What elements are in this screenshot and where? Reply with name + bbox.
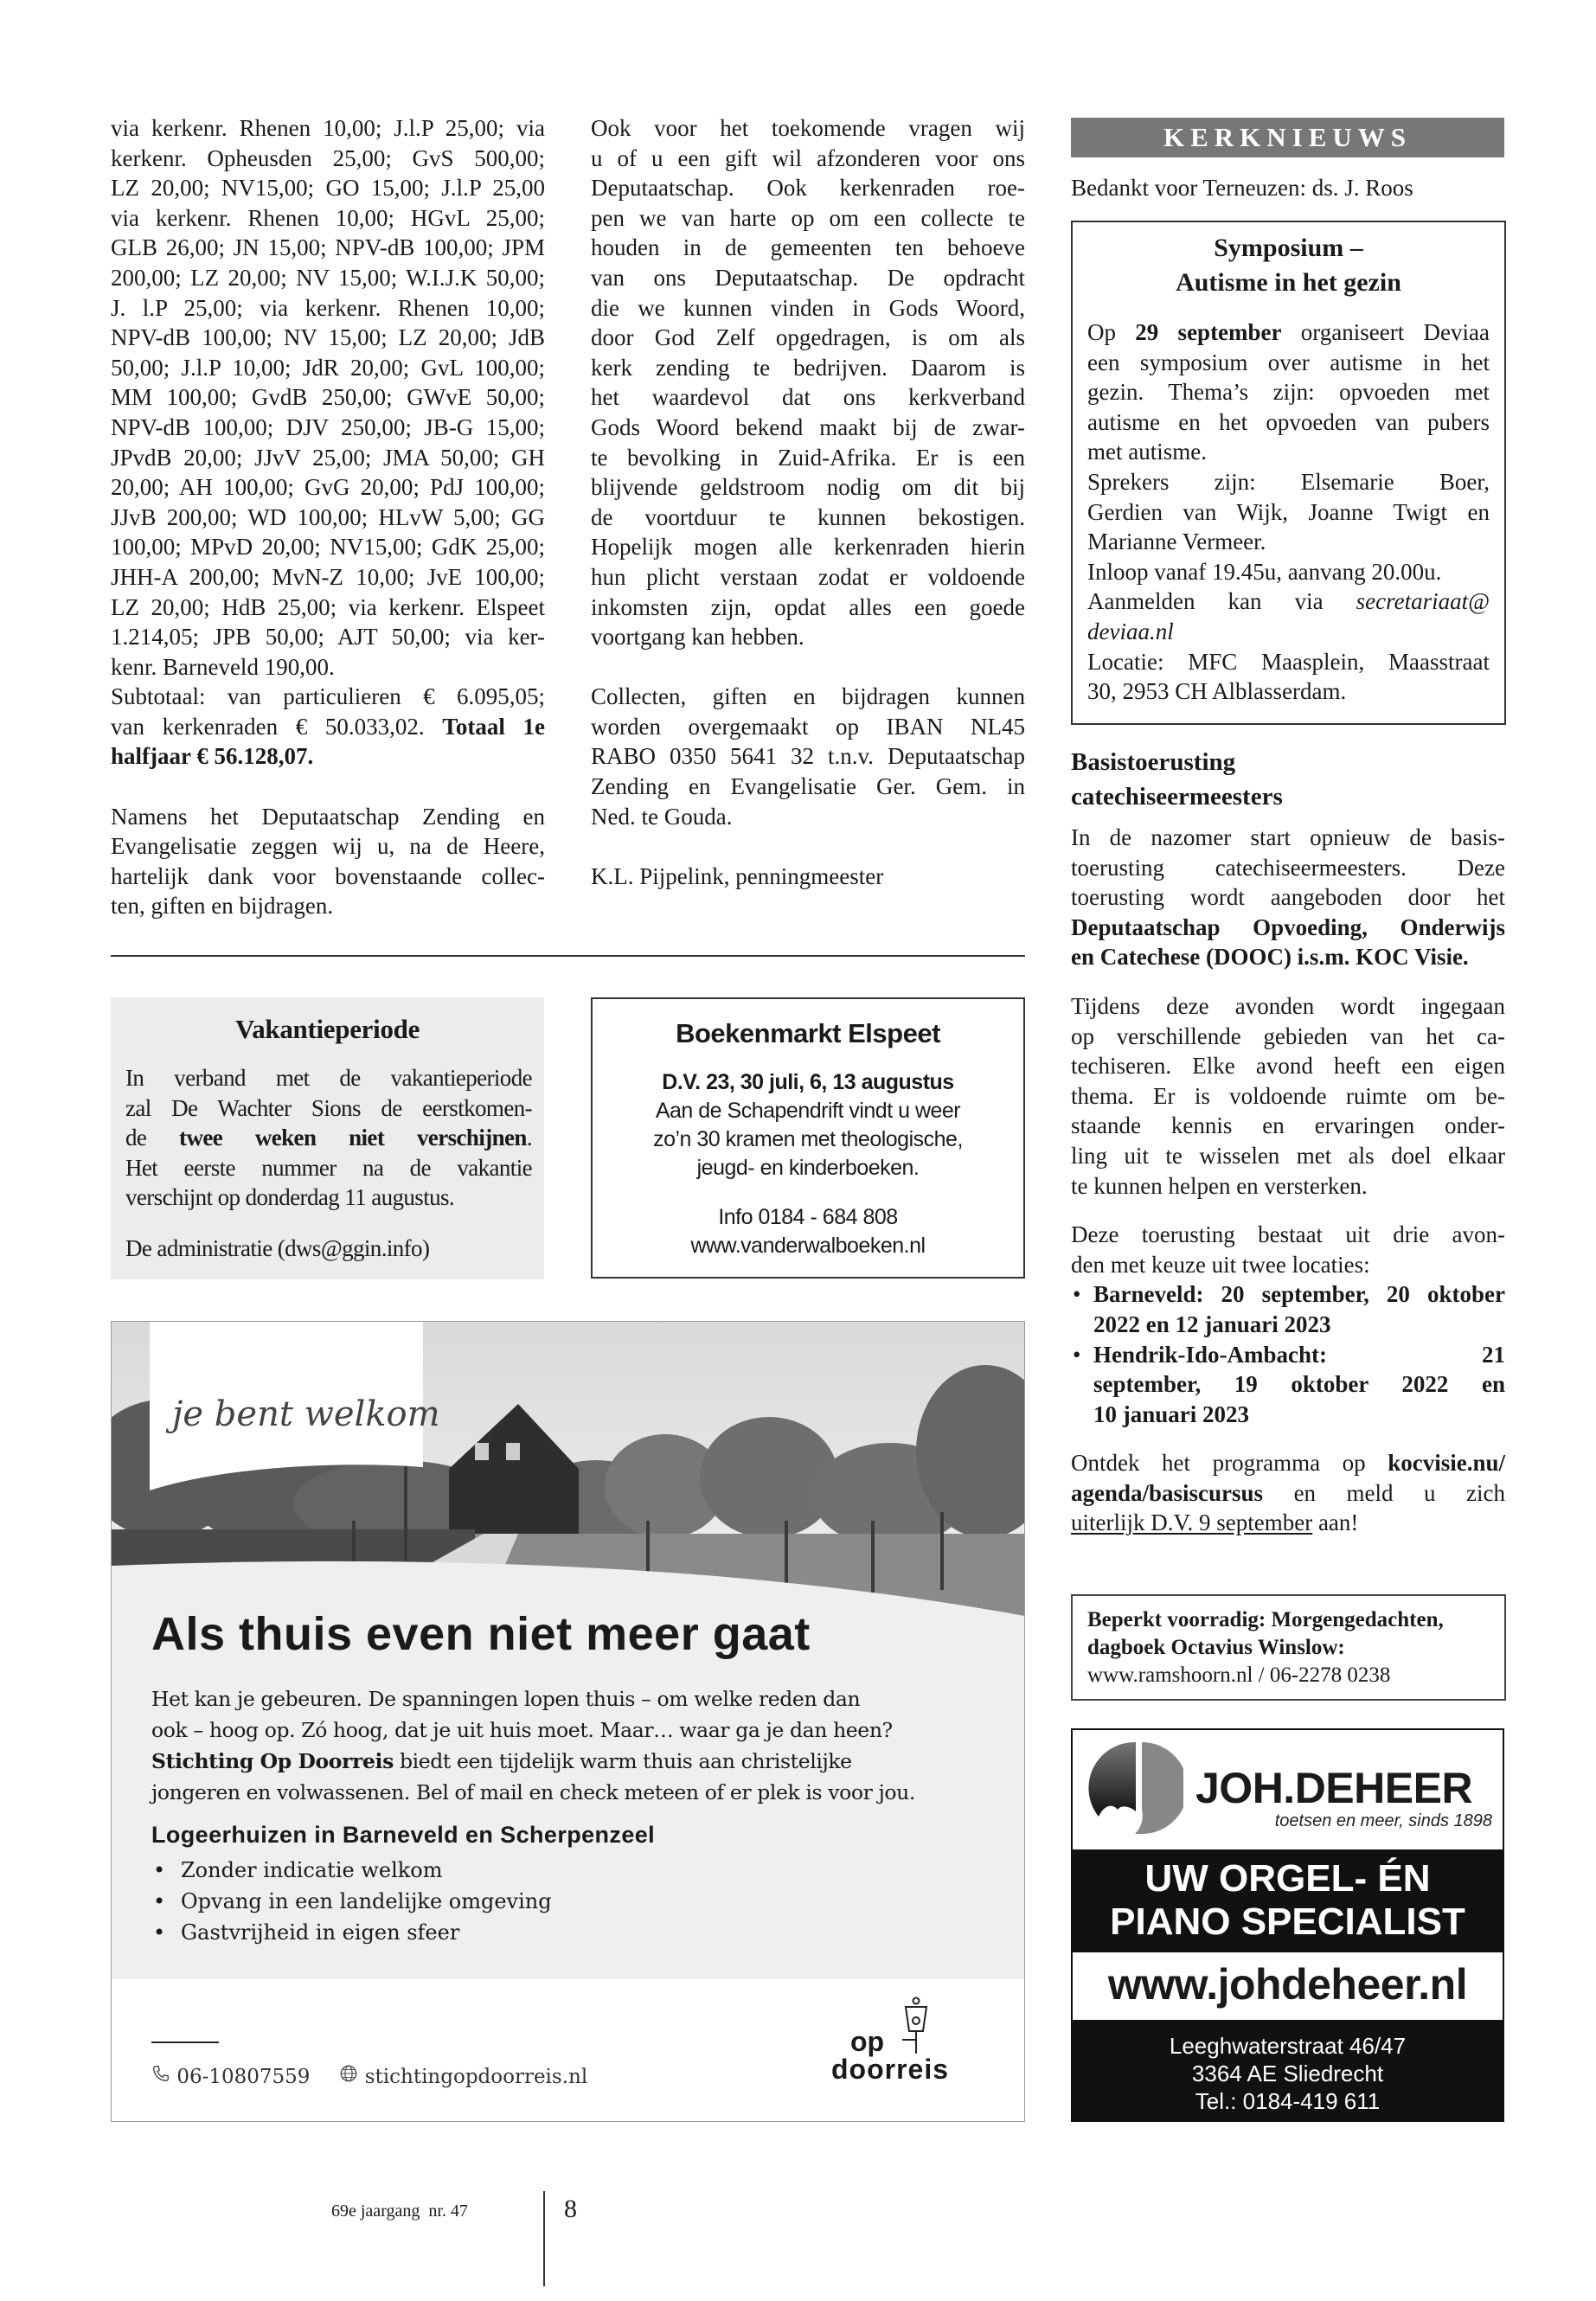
- text-segment: Hopelijk mogen alle kerkenraden hierin: [591, 534, 1025, 561]
- text-line: [591, 802, 1025, 832]
- text-segment: staande kennis en ervaringen onder-: [1071, 1112, 1505, 1139]
- text-segment: u of u een gift wil afzonderen voor ons: [591, 144, 1025, 171]
- text-segment: autisme en het opvoeden van pubers: [1087, 408, 1490, 435]
- text-segment: gezin. Thema’s zijn: opvoeden met: [1087, 379, 1490, 406]
- text-segment: halfjaar € 56.128,07.: [111, 743, 314, 770]
- text-line: [1071, 942, 1505, 972]
- text-line: [111, 862, 545, 892]
- text-segment: deviaa.nl: [1087, 618, 1174, 644]
- text-line: [1071, 1051, 1505, 1081]
- text-line: [1071, 1081, 1505, 1112]
- bedankt-notice: Bedankt voor Terneuzen: ds. J. Roos: [1071, 175, 1413, 201]
- text-segment: Ook voor het toekomende vragen wij: [591, 115, 1025, 141]
- text-segment: 1.214,05; JPB 50,00; AJT 50,00; via ker-: [111, 624, 545, 651]
- donations-list: [111, 113, 545, 682]
- ad-body: [151, 1683, 915, 1808]
- joh-deheer-url[interactable]: www.johdeheer.nl: [1107, 1960, 1468, 2009]
- joh-deheer-brand: JOH.DEHEER: [1195, 1764, 1473, 1812]
- ad-contact: [151, 2064, 587, 2088]
- kerknieuws-header: KERKNIEUWS: [1071, 118, 1504, 157]
- text-segment: techiseren. Elke avond heeft een eigen: [1071, 1053, 1505, 1080]
- text-line: [111, 293, 545, 324]
- text-line: [591, 741, 1025, 772]
- text-segment: agenda/basiscursus: [1071, 1479, 1264, 1506]
- text-line: [591, 173, 1025, 203]
- text-segment: NPV-dB 100,00; NV 15,00; LZ 20,00; JdB: [111, 324, 545, 351]
- basistoerusting-locations: [1071, 1220, 1505, 1279]
- boekenmarkt-title: Boekenmarkt Elspeet: [676, 1018, 940, 1048]
- text-segment: Gerdien van Wijk, Joanne Twigt en: [1087, 498, 1490, 525]
- joh-deheer-tagline: toetsen en meer, sinds 1898: [1274, 1811, 1492, 1830]
- text-segment: LZ 20,00; NV15,00; GO 15,00; J.l.P 25,00: [111, 175, 545, 202]
- text-segment: en Catechese (DOOC) i.s.m. KOC Visie.: [1071, 944, 1469, 971]
- text-segment: thema. Er is voldoende ruimte om be-: [1071, 1082, 1505, 1109]
- text-segment: Subtotaal: van particulieren € 6.095,05;: [111, 683, 545, 710]
- text-line: [125, 1153, 532, 1183]
- text-segment: J. l.P 25,00; via kerkenr. Rhenen 10,00;: [111, 294, 545, 321]
- beperkt-line: dagboek Octavius Winslow:: [1087, 1636, 1345, 1659]
- ad-body-line: jongeren en volwassenen. Bel of mail en check meteen of er plek is voor jou.: [151, 1780, 915, 1804]
- website-url: stichtingopdoorreis.nl: [364, 2066, 588, 2088]
- text-line: [125, 1234, 532, 1264]
- text-line: [111, 382, 545, 413]
- text-line: [1071, 882, 1505, 913]
- text-segment: Gods Woord bekend maakt bij de zwar-: [591, 413, 1025, 440]
- text-line: [1071, 1141, 1505, 1171]
- text-line: [125, 1093, 532, 1124]
- appeal-paragraph: [591, 113, 1025, 652]
- text-line: [111, 652, 545, 683]
- text-segment: zal De Wachter Sions de eerstkomen-: [125, 1094, 532, 1121]
- text-segment: Hendrik-Ido-Ambacht: 21: [1093, 1341, 1505, 1368]
- text-segment: RABO 0350 5641 32 t.n.v. Deputaatschap: [591, 743, 1025, 770]
- text-line: [125, 1183, 532, 1213]
- text-line: [591, 862, 1025, 892]
- text-segment: JJvB 200,00; WD 100,00; HLvW 5,00; GG: [111, 503, 545, 530]
- text-line: [111, 831, 545, 862]
- text-segment: 100,00; MPvD 20,00; NV15,00; GdK 25,00;: [111, 534, 545, 561]
- text-line: [1087, 647, 1490, 677]
- text-segment: Totaal 1e: [442, 713, 546, 740]
- text-line: [1071, 1250, 1505, 1280]
- text-segment: Locatie: MFC Maasplein, Maasstraat: [1087, 648, 1490, 675]
- boekenmarkt-ad: [591, 997, 1025, 1279]
- logo-text: op: [850, 2026, 885, 2057]
- text-segment: toerusting catechiseermeesters. Deze: [1071, 854, 1505, 881]
- boekenmarkt-phone: Info 0184 - 684 808: [718, 1205, 898, 1229]
- text-line: [125, 1123, 532, 1153]
- text-segment: hartelijk dank voor bovenstaande collec-: [111, 862, 545, 889]
- basistoerusting-article: [1071, 745, 1505, 1538]
- text-segment: een symposium over autisme in het: [1087, 349, 1490, 375]
- text-line: [1071, 1508, 1505, 1538]
- text-line: [111, 712, 545, 742]
- text-segment: Het eerste nummer na de vakantie: [125, 1154, 532, 1181]
- text-segment: houden in de gemeenten ten behoeve: [591, 234, 1025, 261]
- text-segment: en meld u zich: [1263, 1479, 1505, 1506]
- ad-website[interactable]: [339, 2064, 587, 2088]
- text-line: [1071, 1478, 1505, 1509]
- text-line: [111, 173, 545, 203]
- symposium-box: [1071, 221, 1506, 725]
- text-line: [111, 682, 545, 712]
- text-line: [591, 263, 1025, 293]
- location-bullet-hia: [1071, 1340, 1505, 1430]
- text-line: [111, 203, 545, 234]
- text-segment: toerusting wordt aangeboden door het: [1071, 884, 1505, 911]
- basistoerusting-signup: [1071, 1448, 1505, 1538]
- text-line: [1071, 991, 1505, 1022]
- text-segment: via kerkenr. Rhenen 10,00; J.l.P 25,00; via: [111, 115, 545, 141]
- section-divider: [111, 955, 1025, 957]
- text-segment: In de nazomer start opnieuw de basis-: [1071, 824, 1505, 850]
- slogan-line: UW ORGEL- ÉN: [1144, 1857, 1431, 1900]
- text-segment: inkomsten zijn, opdat alles een goede: [591, 593, 1025, 620]
- text-segment: twee weken niet verschijnen: [179, 1125, 527, 1151]
- text-segment: Ned. te Gouda.: [591, 803, 733, 830]
- text-segment: Deputaatschap Opvoeding, Onderwijs: [1071, 913, 1505, 940]
- symposium-location: [1087, 647, 1490, 707]
- op-doorreis-ad: [111, 1321, 1025, 2122]
- text-segment: op verschillende gebieden van het ca-: [1071, 1022, 1505, 1049]
- text-segment: 200,00; LZ 20,00; NV 15,00; W.I.J.K 50,00;: [111, 264, 545, 291]
- text-line: [111, 353, 545, 383]
- text-line: [1087, 497, 1490, 528]
- text-line: [1071, 1310, 1505, 1340]
- joh-deheer-address: [1073, 2020, 1503, 2122]
- text-segment: van ons Deputaatschap. De opdracht: [591, 264, 1025, 291]
- joh-deheer-slogan: [1073, 1849, 1503, 1952]
- text-line: [111, 503, 545, 533]
- text-line: [1071, 823, 1505, 853]
- symposium-registration: [1087, 586, 1490, 646]
- text-line: [591, 113, 1025, 144]
- text-line: [1087, 317, 1490, 348]
- text-segment: aan!: [1312, 1509, 1359, 1536]
- boekenmarkt-text: zo’n 30 kramen met theologische,: [653, 1127, 963, 1151]
- text-segment: 50,00; J.l.P 10,00; JdR 20,00; GvL 100,00;: [111, 354, 545, 381]
- text-segment: JPvdB 20,00; JJvV 25,00; JMA 50,00; GH: [111, 444, 545, 471]
- ad-bullet: • Opvang in een landelijke omgeving: [151, 1886, 552, 1917]
- text-line: [591, 413, 1025, 443]
- text-line: [591, 293, 1025, 324]
- page-number: 8: [564, 2195, 577, 2223]
- text-segment: september, 19 oktober 2022 en: [1093, 1371, 1505, 1398]
- text-segment: Tijdens deze avonden wordt ingegaan: [1071, 992, 1505, 1019]
- text-line: [1087, 348, 1490, 378]
- text-segment: .: [526, 1125, 533, 1151]
- text-line: [1087, 557, 1490, 587]
- text-segment: ling uit te wisselen met als doel elkaar: [1071, 1142, 1505, 1169]
- text-segment: 10 januari 2023: [1093, 1400, 1250, 1427]
- text-segment: Deputaatschap. Ook kerkenraden roe-: [591, 175, 1025, 202]
- text-line: [125, 1063, 532, 1093]
- text-segment: LZ 20,00; HdB 25,00; via kerkenr. Elspeet: [111, 593, 545, 620]
- text-segment: het waardevol dat ons kerkverband: [591, 384, 1025, 411]
- text-segment: In verband met de vakantieperiode: [125, 1065, 532, 1091]
- text-line: [111, 802, 545, 832]
- boekenmarkt-text: Aan de Schapendrift vindt u weer: [655, 1099, 961, 1123]
- address-line: Leeghwaterstraat 46/47: [1169, 2033, 1407, 2059]
- lantern-icon: [899, 1997, 933, 2057]
- text-segment: NPV-dB 100,00; DJV 250,00; JB-G 15,00;: [111, 413, 545, 440]
- text-segment: K.L. Pijpelink, penningmeester: [591, 862, 884, 889]
- text-segment: te bevolking in Zuid-Afrika. Er is een: [591, 444, 1025, 471]
- text-segment: organiseert Deviaa: [1281, 319, 1490, 345]
- ad-divider: [151, 2041, 219, 2043]
- ad-bullet: • Gastvrijheid in eigen sfeer: [151, 1917, 552, 1948]
- text-line: [591, 593, 1025, 623]
- text-segment: kerkenr. Opheusden 25,00; GvS 500,00;: [111, 144, 545, 171]
- text-segment: Marianne Vermeer.: [1087, 529, 1266, 555]
- text-line: [111, 144, 545, 174]
- text-line: [1071, 1340, 1505, 1370]
- text-segment: de: [125, 1125, 180, 1151]
- text-segment: Ontdek het programma op: [1071, 1450, 1388, 1477]
- text-line: [591, 472, 1025, 503]
- ad-bullet-list: [151, 1855, 552, 1948]
- donations-column: [111, 113, 545, 921]
- beperkt-contact[interactable]: www.ramshoorn.nl / 06-2278 0238: [1087, 1663, 1391, 1687]
- thanks-paragraph: [111, 802, 545, 921]
- symposium-times: [1087, 557, 1490, 587]
- donations-subtotal: [111, 682, 545, 772]
- text-segment: Op: [1087, 319, 1136, 345]
- phone-icon: [151, 2064, 170, 2083]
- text-segment: ten, giften en bijdragen.: [111, 893, 334, 920]
- text-line: [1071, 913, 1505, 943]
- issue-info: 69e jaargang nr. 47: [331, 2202, 468, 2221]
- text-segment: door God Zelf opgedragen, is om als: [591, 324, 1025, 351]
- vakantieperiode-box: [111, 997, 544, 1279]
- text-line: [591, 562, 1025, 593]
- text-line: [1087, 377, 1490, 407]
- ad-bullet: • Zonder indicatie welkom: [151, 1855, 552, 1886]
- text-line: [1087, 467, 1490, 497]
- joh-deheer-logo-icon: [1088, 1740, 1183, 1836]
- text-line: [591, 144, 1025, 174]
- text-line: [111, 413, 545, 443]
- text-line: [591, 682, 1025, 712]
- phone-number: 06-10807559: [176, 2066, 311, 2088]
- text-segment: MM 100,00; GvdB 250,00; GWvE 50,00;: [111, 384, 545, 411]
- text-segment: verschijnt op donderdag 11 augustus.: [125, 1184, 455, 1211]
- symposium-title-line: Autisme in het gezin: [1176, 268, 1401, 297]
- text-line: [111, 233, 545, 263]
- text-segment: Aanmelden kan via: [1087, 588, 1356, 615]
- text-line: [591, 532, 1025, 562]
- text-line: [1087, 437, 1490, 467]
- vakantieperiode-title: Vakantieperiode: [234, 1014, 420, 1044]
- text-segment: Inloop vanaf 19.45u, aanvang 20.00u.: [1087, 558, 1442, 585]
- je-bent-welkom-label: je bent welkom: [172, 1394, 440, 1434]
- text-segment: Barneveld: 20 september, 20 oktober: [1093, 1281, 1505, 1308]
- basistoerusting-title: [1071, 745, 1505, 814]
- text-segment: Collecten, giften en bijdragen kunnen: [591, 683, 1025, 710]
- text-segment: kocvisie.nu/: [1388, 1450, 1505, 1477]
- beperkt-voorradig-notice: [1071, 1594, 1506, 1701]
- text-line: [111, 323, 545, 353]
- symposium-intro: [1087, 317, 1490, 467]
- text-line: [1071, 853, 1505, 883]
- text-line: [591, 353, 1025, 383]
- joh-deheer-ad: [1071, 1728, 1504, 2122]
- text-line: [591, 622, 1025, 652]
- text-line: [111, 891, 545, 921]
- text-line: [591, 323, 1025, 353]
- text-segment: Deze toerusting bestaat uit drie avon-: [1071, 1221, 1505, 1248]
- text-segment: hun plicht verstaan zodat er voldoende: [591, 563, 1025, 590]
- location-bullet-barneveld: [1071, 1279, 1505, 1339]
- op-doorreis-logo: [831, 1997, 994, 2092]
- text-segment: 29 september: [1135, 319, 1282, 345]
- text-line: [1071, 1022, 1505, 1052]
- text-line: [1087, 527, 1490, 557]
- text-line: [1087, 407, 1490, 438]
- text-line: [591, 712, 1025, 742]
- text-segment: met autisme.: [1087, 439, 1207, 465]
- text-line: [591, 382, 1025, 413]
- basistoerusting-intro: [1071, 823, 1505, 972]
- basistoerusting-title-line: catechiseermeesters: [1071, 783, 1283, 811]
- text-segment: te kunnen helpen en versterken.: [1071, 1172, 1368, 1199]
- boekenmarkt-dates: D.V. 23, 30 juli, 6, 13 augustus: [662, 1070, 954, 1094]
- text-line: [1071, 1448, 1505, 1478]
- text-line: [591, 233, 1025, 263]
- text-line: [1071, 1400, 1505, 1430]
- text-line: [111, 622, 545, 652]
- text-line: [1071, 1369, 1505, 1400]
- text-line: [111, 532, 545, 562]
- vakantieperiode-signature: [125, 1234, 532, 1264]
- text-line: [591, 772, 1025, 802]
- basistoerusting-details: [1071, 991, 1505, 1201]
- text-line: [111, 472, 545, 503]
- text-segment: kerk zending te bedrijven. Daarom is: [591, 354, 1025, 381]
- text-line: [1087, 676, 1490, 707]
- signature: [591, 862, 1025, 892]
- globe-icon: [339, 2064, 358, 2083]
- text-line: [111, 562, 545, 593]
- text-segment: die we kunnen vinden in Gods Woord,: [591, 294, 1025, 321]
- text-line: [1087, 586, 1490, 617]
- text-segment: JHH-A 200,00; MvN-Z 10,00; JvE 100,00;: [111, 563, 545, 590]
- ad-body-line: biedt een tijdelijk warm thuis aan christelijke: [400, 1749, 852, 1773]
- footer-divider: [543, 2191, 545, 2286]
- basistoerusting-title-line: Basistoerusting: [1071, 748, 1236, 776]
- boekenmarkt-text: jeugd- en kinderboeken.: [696, 1156, 920, 1180]
- ad-org-name: Stichting Op Doorreis: [151, 1749, 394, 1773]
- logo-text: doorreis: [831, 2054, 950, 2085]
- text-segment: blijvende geldstroom nodig om dit bij: [591, 474, 1025, 501]
- text-segment: den met keuze uit twee locaties:: [1071, 1251, 1370, 1278]
- symposium-speakers: [1087, 467, 1490, 557]
- ad-body-line: ook – hoog op. Zó hoog, dat je uit huis moet. Maar… waar ga je dan heen?: [151, 1718, 893, 1742]
- ad-subheading: Logeerhuizen in Barneveld en Scherpenzeel: [151, 1822, 656, 1848]
- ad-headline: Als thuis even niet meer gaat: [151, 1608, 811, 1660]
- ad-phone[interactable]: [151, 2064, 310, 2088]
- text-segment: de voortduur te kunnen bekostigen.: [591, 503, 1025, 530]
- bank-details-paragraph: [591, 682, 1025, 831]
- beperkt-line: Beperkt voorradig: Morgengedachten,: [1087, 1608, 1444, 1631]
- text-segment: pen we van harte op om een collecte te: [591, 204, 1025, 231]
- text-segment: 30, 2953 CH Alblasserdam.: [1087, 678, 1347, 705]
- text-line: [111, 741, 545, 772]
- symposium-title-line: Symposium –: [1214, 234, 1363, 262]
- text-segment: secretariaat@: [1356, 588, 1490, 615]
- text-line: [1071, 1171, 1505, 1202]
- text-segment: De administratie (dws@ggin.info): [125, 1234, 430, 1261]
- vakantieperiode-text: [125, 1063, 532, 1213]
- text-line: [111, 443, 545, 473]
- text-segment: via kerkenr. Rhenen 10,00; HGvL 25,00;: [111, 204, 545, 231]
- symposium-title: [1073, 231, 1504, 300]
- text-line: [1071, 1279, 1505, 1310]
- text-segment: GLB 26,00; JN 15,00; NPV-dB 100,00; JPM: [111, 234, 545, 261]
- text-segment: 20,00; AH 100,00; GvG 20,00; PdJ 100,00;: [111, 474, 545, 501]
- text-segment: voortgang kan hebben.: [591, 624, 804, 651]
- text-segment: 2022 en 12 januari 2023: [1093, 1311, 1331, 1337]
- ad-body-line: Het kan je gebeuren. De spanningen lopen thuis – om welke reden dan: [151, 1687, 861, 1711]
- text-segment: kenr. Barneveld 190,00.: [111, 653, 335, 680]
- text-line: [591, 503, 1025, 533]
- slogan-line: PIANO SPECIALIST: [1110, 1900, 1465, 1943]
- text-line: [1071, 1111, 1505, 1141]
- address-line: 3364 AE Sliedrecht: [1191, 2061, 1384, 2086]
- text-segment: uiterlijk D.V. 9 september: [1071, 1509, 1313, 1536]
- text-line: [1087, 617, 1490, 647]
- text-line: [111, 593, 545, 623]
- boekenmarkt-url[interactable]: www.vanderwalboeken.nl: [690, 1234, 926, 1258]
- text-line: [111, 113, 545, 144]
- appeal-column: [591, 113, 1025, 891]
- text-segment: Evangelisatie zeggen wij u, na de Heere,: [111, 833, 545, 860]
- text-line: [591, 443, 1025, 473]
- text-segment: Zending en Evangelisatie Ger. Gem. in: [591, 773, 1025, 800]
- joh-deheer-phone: Tel.: 0184-419 611: [1195, 2088, 1381, 2114]
- text-line: [111, 263, 545, 293]
- text-segment: van kerkenraden € 50.033,02.: [111, 713, 443, 740]
- text-segment: Sprekers zijn: Elsemarie Boer,: [1087, 468, 1490, 495]
- text-segment: Namens het Deputaatschap Zending en: [111, 803, 545, 830]
- text-segment: worden overgemaakt op IBAN NL45: [591, 713, 1025, 740]
- text-line: [591, 203, 1025, 234]
- text-line: [1071, 1220, 1505, 1250]
